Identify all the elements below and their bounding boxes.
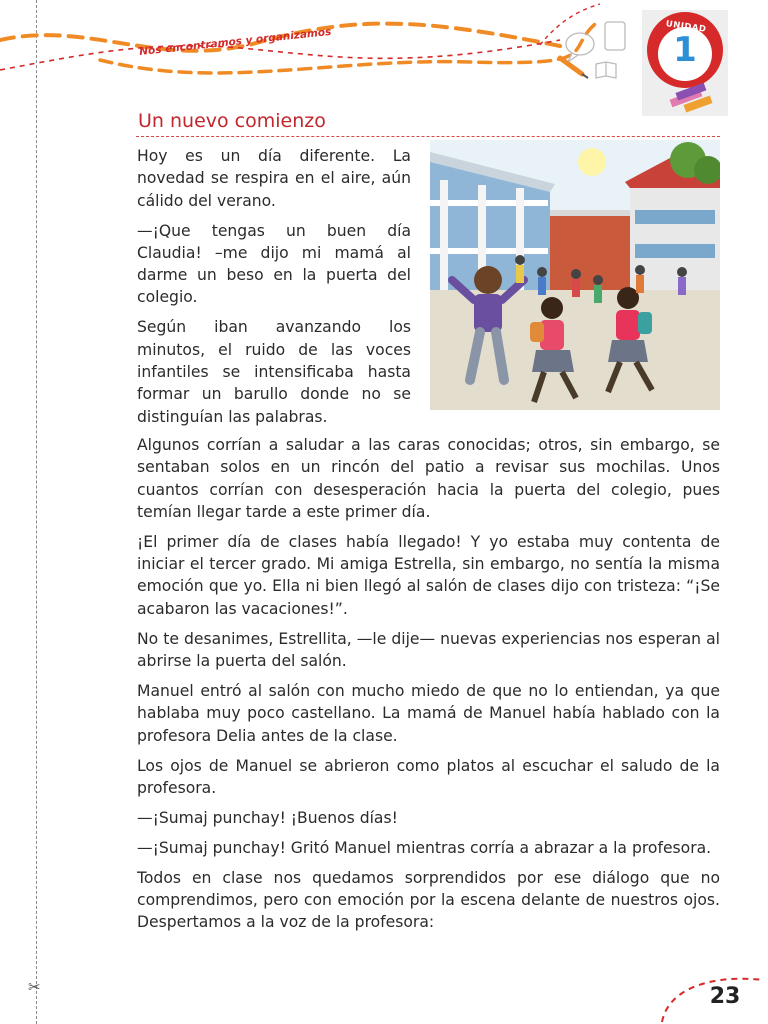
paragraph: No te desanimes, Estrellita, —le dije— nuevas experiencias nos esperan al abrirse la puerta del salón. bbox=[137, 629, 720, 671]
book-icon bbox=[596, 62, 616, 78]
story-text-main bbox=[137, 434, 720, 941]
title-divider bbox=[136, 136, 720, 137]
page-title: Un nuevo comienzo bbox=[138, 110, 326, 132]
paragraph: Algunos corrían a saludar a las caras conocidas; otros, sin embargo, se sentaban solos en un rincón del patio a revisar sus mochilas. Unos cuantos corrían con desesperación hacia la puerta del colegio, pues temían llegar tarde a este primer día. bbox=[137, 436, 720, 521]
paragraph: ¡El primer día de clases había llegado! Y yo estaba muy contenta de iniciar el tercer grado. Mi amiga Estrella, sin embargo, no sentía la misma emoción que yo. Ella ni bien llegó al salón de clases dijo con tristeza: “¡Se acabaron las vacaciones!”. bbox=[137, 532, 720, 618]
unit-number: 1 bbox=[673, 30, 697, 70]
paragraph: —¡Sumaj punchay! ¡Buenos días! bbox=[137, 808, 398, 827]
scissors-icon: ✂ bbox=[28, 978, 41, 996]
paragraph: Según iban avanzando los minutos, el ruido de las voces infantiles se intensificaba hasta formar un barullo donde no se distinguían las palabras. bbox=[137, 318, 411, 426]
paragraph: Hoy es un día diferente. La novedad se respira en el aire, aún cálido del verano. bbox=[137, 147, 411, 210]
section-label: Nos encontramos y organizamos bbox=[138, 25, 332, 58]
paragraph: Manuel entró al salón con mucho miedo de que no lo entiendan, ya que hablaba muy poco castellano. La mamá de Manuel había hablado con la profesora Delia antes de la clase. bbox=[137, 682, 720, 745]
cut-line bbox=[36, 0, 37, 1024]
paragraph: —¡Que tengas un buen día Claudia! –me dijo mi mamá al darme un beso en la puerta del colegio. bbox=[137, 221, 411, 307]
story-text-top bbox=[137, 145, 411, 436]
pencil-icon bbox=[560, 58, 588, 78]
school-courtyard-illustration bbox=[430, 140, 720, 410]
unit-label: UNIDAD bbox=[665, 19, 707, 35]
paragraph: Los ojos de Manuel se abrieron como platos al escuchar el saludo de la profesora. bbox=[137, 756, 720, 797]
paragraph: —¡Sumaj punchay! Gritó Manuel mientras corría a abrazar a la profesora. bbox=[137, 838, 712, 857]
tablet-icon bbox=[605, 22, 625, 50]
page-number: 23 bbox=[709, 984, 741, 1009]
paragraph: Todos en clase nos quedamos sorprendidos por ese diálogo que no comprendimos, pero con emoción por la escena delante de nuestros ojos. Despertamos a la voz de la profesora: bbox=[137, 868, 720, 932]
